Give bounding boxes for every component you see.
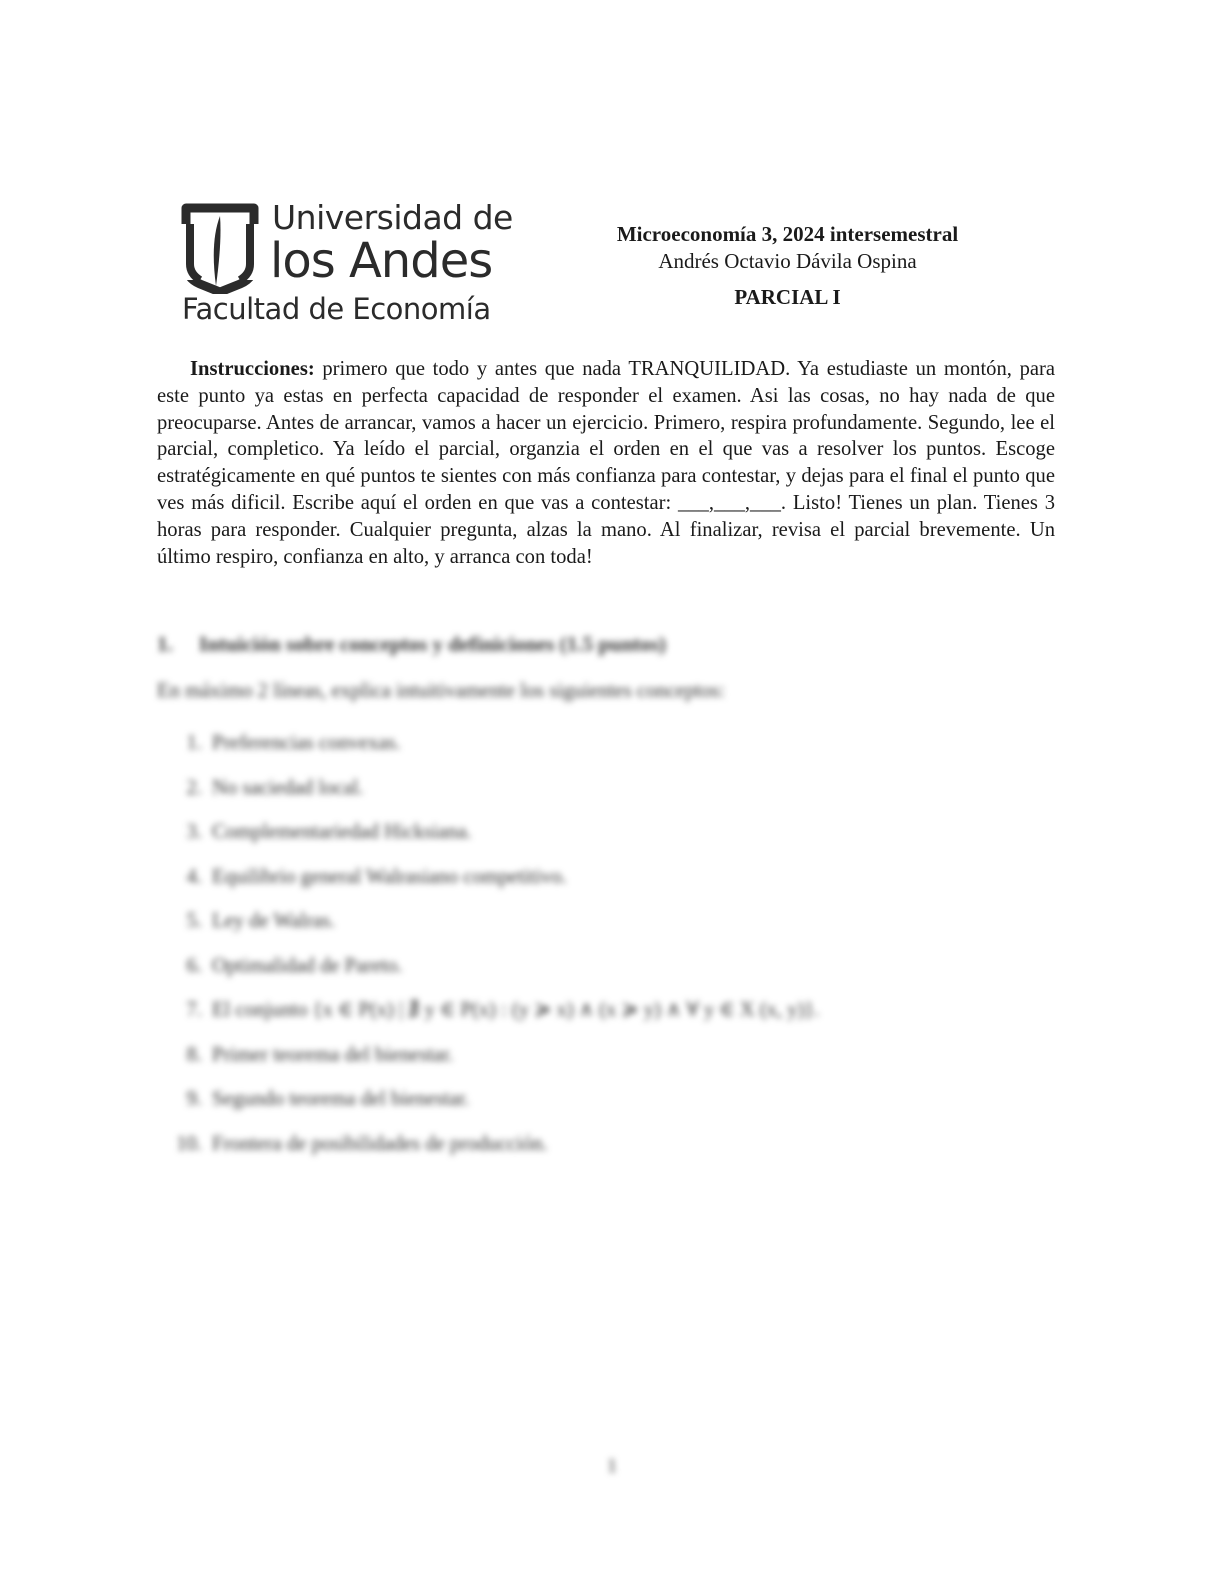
item-text: Equilibrio general Walrasiano competitivo. (212, 865, 567, 888)
logo-text-andes: los Andes (270, 233, 493, 289)
list-item (160, 1131, 819, 1176)
list-item (160, 1042, 819, 1087)
list-item (160, 997, 819, 1042)
item-number: 6. (186, 954, 202, 977)
item-number: 4. (186, 865, 202, 888)
section-number: 1. (157, 632, 173, 656)
item-number: 3. (186, 821, 202, 843)
item-number: 1. (186, 732, 202, 754)
item-text: Complementariedad Hicksiana. (212, 821, 472, 843)
course-header (560, 220, 1015, 310)
item-number: 9. (186, 1088, 202, 1110)
item-text: Primer teorema del bienestar. (212, 1043, 454, 1066)
section-title: Intuición sobre conceptos y definiciones (1.5 puntos) (199, 632, 666, 656)
instructions-label: Instrucciones: (190, 358, 315, 380)
item-text: Segundo teorema del bienestar. (212, 1088, 470, 1110)
exam-title: PARCIAL I (734, 285, 841, 309)
item-text: Preferencias convexas. (212, 732, 401, 754)
instructions-text: primero que todo y antes que nada TRANQUILIDAD. Ya estudiaste un montón, para este punto ya estas en perfecta capacidad de responder el examen. Asi las cosas, no hay nada de que preocuparse. Antes de arrancar, vamos a hacer un ejercicio. Primero, respira profundamente. Segundo, lee el parcial, completico. Ya leído el parcial, organzia el orden en el que vas a resolver los puntos. Escoge estratégicamente en qué puntos te sientes con más confianza para contestar, y dejas para el final el punto que ves más dificil. Escribe aquí el orden en que vas a contestar: ___,___,___. Listo! Tienes un plan. Tienes 3 horas para responder. Cualquier pregunta, alzas la mano. Al finalizar, revisa el parcial brevemente. Un último respiro, confianza en alto, y arranca con toda! (157, 358, 1056, 568)
course-title: Microeconomía 3, 2024 intersemestral (616, 222, 959, 246)
list-item (160, 1086, 819, 1131)
list-item (160, 775, 819, 820)
instructions-paragraph (157, 356, 1055, 570)
item-text: Ley de Walras. (212, 910, 336, 932)
item-text: Optimalidad de Pareto. (212, 954, 403, 977)
section-heading (157, 632, 666, 657)
course-author: Andrés Octavio Dávila Ospina (658, 249, 917, 273)
logo-text-university: Universidad de (272, 198, 513, 237)
list-item (160, 819, 819, 864)
item-number: 8. (186, 1043, 202, 1066)
item-number: 10. (176, 1132, 202, 1155)
item-text: Frontera de posibilidades de producción. (212, 1132, 548, 1155)
item-text: El conjunto {x ∈ P(x) | ∄ y ∈ P(x) : (y ≽ x) ∧ (x ≽ y) ∧ ∀ y ∈ X (x, y)}. (212, 999, 820, 1021)
logo-text-faculty: Facultad de Economía (182, 292, 491, 326)
item-text: No saciedad local. (212, 776, 364, 799)
page-number: 1 (607, 1455, 617, 1477)
item-number: 2. (186, 776, 202, 799)
item-number: 7. (186, 999, 202, 1021)
list-item (160, 908, 819, 953)
list-item (160, 730, 819, 775)
university-crest-icon (180, 202, 260, 294)
list-item (160, 953, 819, 998)
university-logo (180, 198, 513, 328)
list-item (160, 864, 819, 909)
item-number: 5. (186, 910, 202, 932)
concept-list (160, 730, 819, 1175)
section-intro: En máximo 2 líneas, explica intuitivamente los siguientes conceptos: (157, 680, 725, 702)
